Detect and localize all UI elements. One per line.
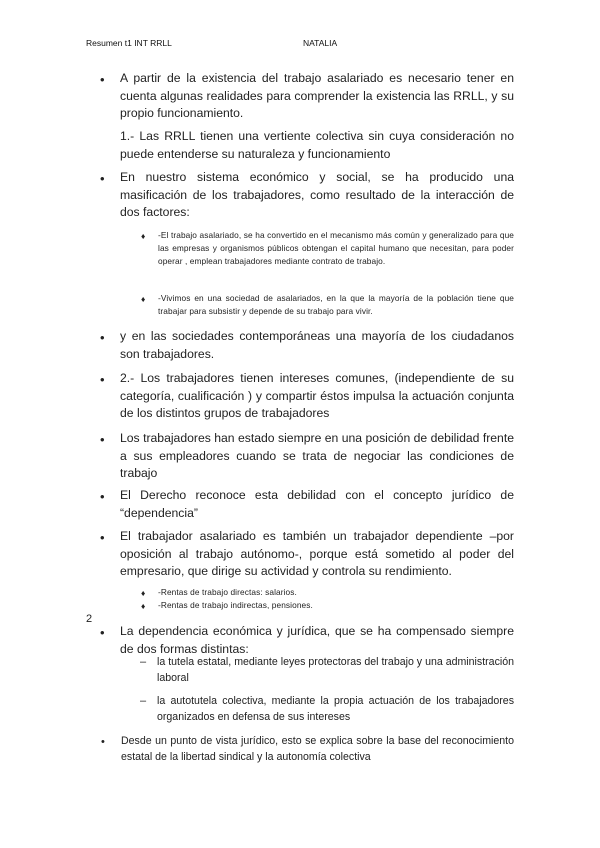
bullet-marker: • xyxy=(101,736,105,748)
paragraph-6: Los trabajadores han estado siempre en una posición de debilidad frente a sus empleadores cuando se trata de negociar las condiciones de trabajo xyxy=(120,431,514,481)
bullet-marker: • xyxy=(100,372,105,387)
header-left: Resumen t1 INT RRLL xyxy=(86,38,172,48)
dash-marker: – xyxy=(140,656,147,668)
bullet-marker: • xyxy=(100,625,105,640)
bullet-marker: • xyxy=(100,489,105,504)
diamond-marker: ♦ xyxy=(141,601,146,611)
header-right: NATALIA xyxy=(303,38,338,48)
bullet-marker: • xyxy=(100,432,105,447)
bullet-marker: • xyxy=(100,171,105,186)
subpoint-5: la tutela estatal, mediante leyes protectoras del trabajo y una administración laboral xyxy=(157,656,514,684)
dash-marker: – xyxy=(140,695,147,707)
paragraph-2: 1.- Las RRLL tienen una vertiente colectiva sin cuya consideración no puede entenderse su naturaleza y funcionamiento xyxy=(120,129,514,161)
paragraph-9: La dependencia económica y jurídica, que se ha compensado siempre de dos formas distintas: xyxy=(120,624,514,656)
subpoint-3: -Rentas de trabajo directas: salarios. xyxy=(158,587,297,597)
paragraph-10: Desde un punto de vista jurídico, esto se explica sobre la base del reconocimiento estatal de la libertad sindical y la autonomía colectiva xyxy=(121,735,514,763)
bullet-marker: • xyxy=(100,530,105,545)
paragraph-1: A partir de la existencia del trabajo asalariado es necesario tener en cuenta algunas realidades para comprender la existencia las RRLL, y su propio funcionamiento. xyxy=(120,71,514,121)
diamond-marker: ♦ xyxy=(141,588,146,598)
page-number: 2 xyxy=(86,613,93,625)
paragraph-7: El Derecho reconoce esta debilidad con el concepto jurídico de “dependencia” xyxy=(120,488,514,520)
paragraph-4: y en las sociedades contemporáneas una mayoría de los ciudadanos son trabajadores. xyxy=(120,329,514,361)
paragraph-8: El trabajador asalariado es también un trabajador dependiente –por oposición al trabajo autónomo-, porque está sometido al poder del empresario, que dirige su actividad y controla su rendimiento. xyxy=(120,529,514,579)
diamond-marker: ♦ xyxy=(141,231,146,241)
diamond-marker: ♦ xyxy=(141,294,146,304)
paragraph-3: En nuestro sistema económico y social, se ha producido una masificación de los trabajadores, como resultado de la interacción de dos factores: xyxy=(120,170,514,220)
subpoint-4: -Rentas de trabajo indirectas, pensiones. xyxy=(158,600,313,610)
subpoint-2: -Vivimos en una sociedad de asalariados, en la que la mayoría de la población tiene que trabajar para subsistir y depende de su trabajo para vivir. xyxy=(158,293,514,317)
paragraph-5: 2.- Los trabajadores tienen intereses comunes, (independiente de su categoría, cualificación ) y compartir éstos impulsa la actuación conjunta de los distintos grupos de trabajadores xyxy=(120,371,514,421)
bullet-marker: • xyxy=(100,330,105,345)
subpoint-6: la autotutela colectiva, mediante la propia actuación de los trabajadores organizados en defensa de sus intereses xyxy=(157,695,514,723)
subpoint-1: -El trabajo asalariado, se ha convertido en el mecanismo más común y generalizado para que las empresas y organismos públicos obtengan el capital humano que necesitan, para poder operar , emplean trabajadores mediante contrato de trabajo. xyxy=(158,230,514,267)
bullet-marker: • xyxy=(100,72,105,87)
